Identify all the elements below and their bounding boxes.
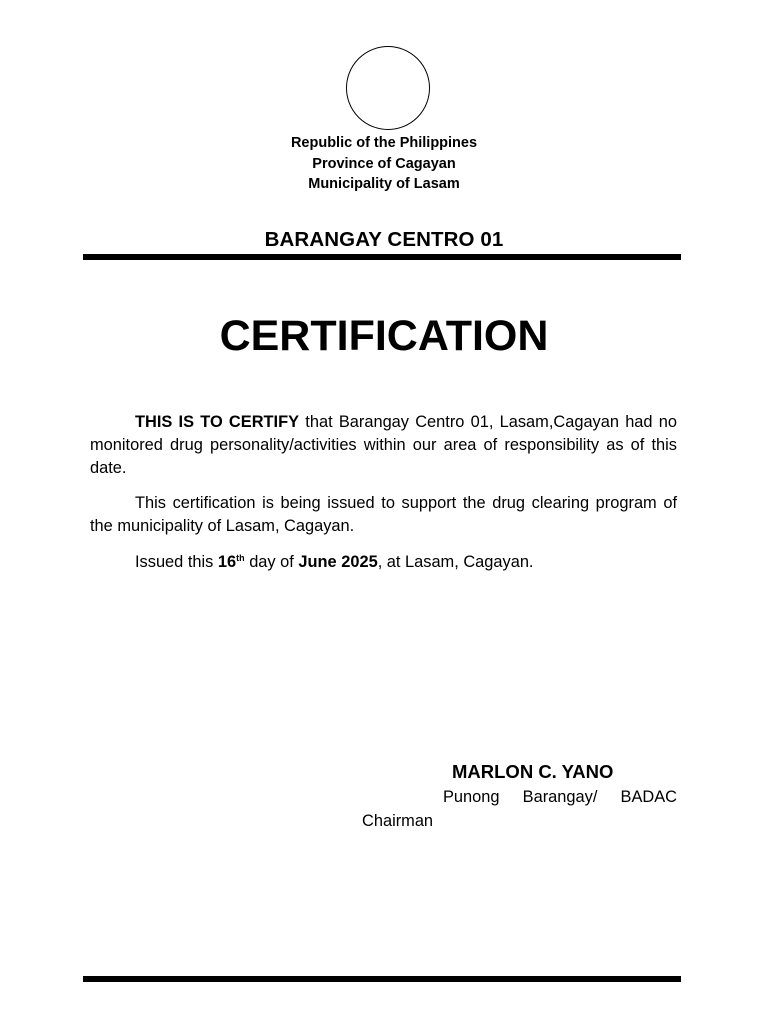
signatory-name: MARLON C. YANO bbox=[452, 761, 614, 782]
certify-paragraph bbox=[90, 411, 677, 480]
issued-month-year: June 2025 bbox=[298, 553, 378, 571]
letterhead-country: Republic of the Philippines bbox=[290, 135, 478, 151]
issued-day: 16th bbox=[217, 553, 245, 571]
certify-body: that Barangay Centro 01, Lasam,Cagayan had no monitored drug personality/activities within our area of responsibility as of this date. bbox=[90, 413, 677, 477]
purpose-text: This certification is being issued to support the drug clearing program of the municipality of Lasam, Cagayan. bbox=[90, 494, 677, 535]
issued-mid: day of bbox=[244, 553, 299, 571]
letterhead-province: Province of Cagayan bbox=[312, 155, 456, 172]
document-title: CERTIFICATION bbox=[219, 312, 549, 360]
certify-lead: THIS IS TO CERTIFY bbox=[135, 413, 300, 431]
bottom-rule bbox=[83, 976, 681, 982]
signatory-title-word3: BADAC bbox=[620, 788, 677, 806]
signatory-title-word1: Punong bbox=[443, 788, 500, 806]
signatory-title bbox=[443, 788, 677, 807]
issued-place: , at Lasam, Cagayan. bbox=[377, 553, 534, 571]
issued-paragraph bbox=[90, 551, 677, 574]
issued-day-suffix: th bbox=[236, 553, 245, 563]
signatory-title-word2: Barangay/ bbox=[522, 788, 598, 806]
purpose-paragraph bbox=[90, 492, 677, 538]
letterhead-municipality: Municipality of Lasam bbox=[308, 176, 460, 192]
issued-prefix: Issued this bbox=[135, 553, 218, 571]
seal-placeholder bbox=[346, 46, 430, 130]
letterhead bbox=[0, 133, 768, 195]
barangay-name: BARANGAY CENTRO 01 bbox=[264, 228, 504, 251]
top-rule bbox=[83, 254, 681, 260]
signatory-title-line2: Chairman bbox=[362, 812, 434, 830]
